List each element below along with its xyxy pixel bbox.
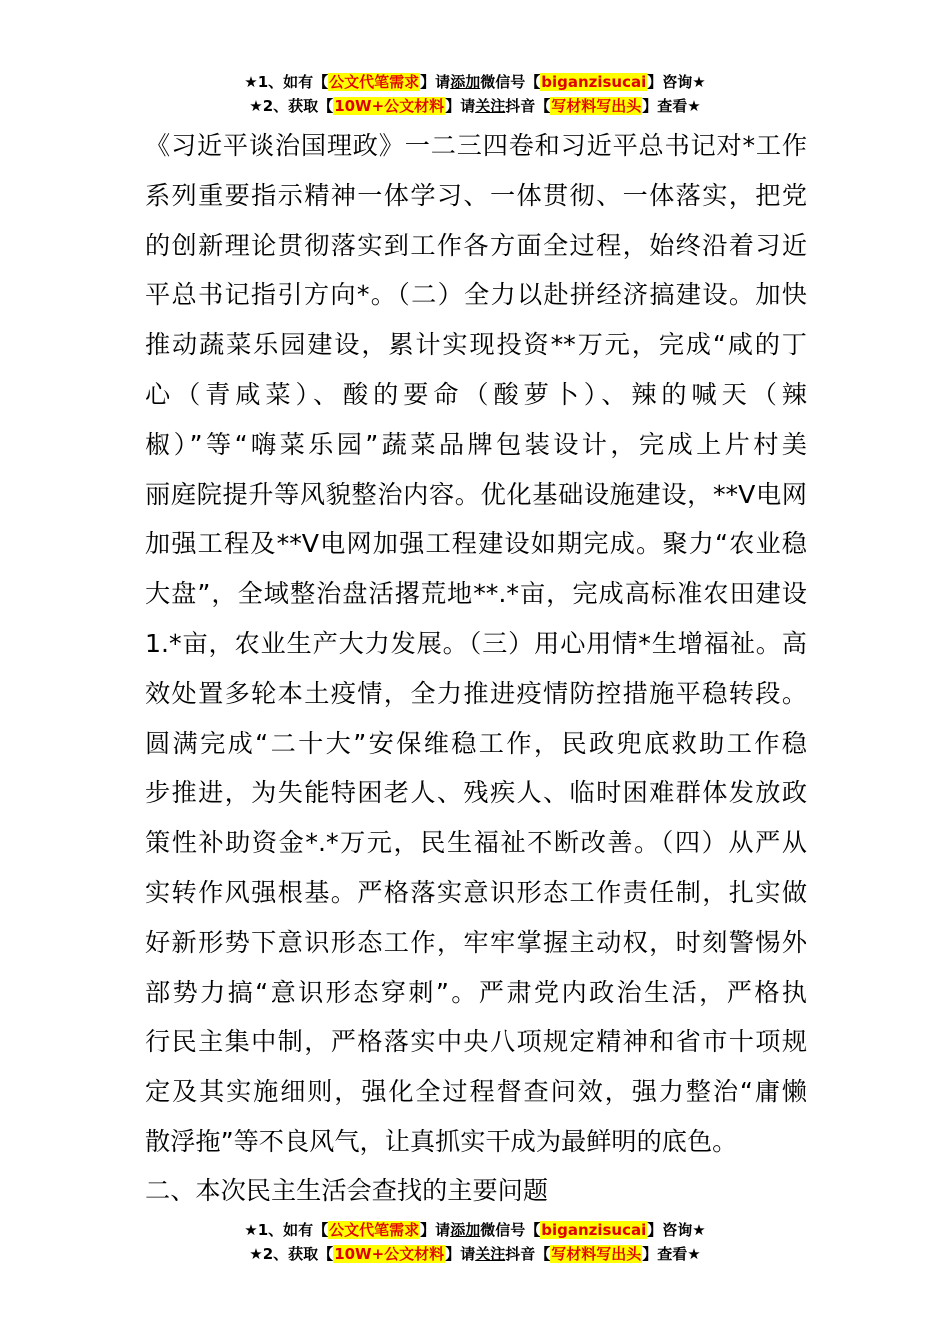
ad-text: 】请	[445, 1245, 476, 1263]
body-line: 丽庭院提升等风貌整治内容。优化基础设施建设，**V电网	[145, 479, 807, 509]
ad-text: 】查看★	[642, 1245, 701, 1263]
body-line: 平总书记指引方向*。（二）全力以赴拼经济搞建设。加快	[145, 280, 807, 310]
body-line: 散浮拖”等不良风气，让真抓实干成为最鲜明的底色。	[145, 1126, 738, 1156]
body-line: 《习近平谈治国理政》一二三四卷和习近平总书记对*工作	[145, 131, 807, 160]
body-line: 推动蔬菜乐园建设，累计实现投资**万元，完成“咸的丁	[145, 330, 807, 360]
body-line: 圆满完成“二十大”安保维稳工作，民政兜底救助工作稳	[145, 728, 807, 758]
ad-text: 】查看★	[642, 97, 701, 115]
footer-ad-block	[0, 1218, 950, 1266]
body-line: 策性补助资金*.*万元，民生福祉不断改善。（四）从严从	[145, 828, 807, 858]
ad-text: ★2、获取【	[249, 97, 334, 115]
ad-text: ★1、如有【	[244, 1221, 329, 1239]
section-heading: 二、本次民主生活会查找的主要问题	[145, 1176, 548, 1205]
ad-highlight: 10W+公文材料	[334, 97, 445, 115]
header-ad-block	[0, 70, 950, 118]
ad-emphasis: 关注	[475, 1245, 506, 1263]
ad-text: 抖音【	[505, 1245, 551, 1263]
body-line: 实转作风强根基。严格落实意识形态工作责任制，扎实做	[145, 877, 807, 907]
body-line: 定及其实施细则，强化全过程督查问效，强力整治“庸懒	[145, 1077, 807, 1107]
ad-text: 】咨询★	[647, 73, 706, 91]
ad-highlight: 10W+公文材料	[334, 1245, 445, 1263]
body-line: 的创新理论贯彻落实到工作各方面全过程，始终沿着习近	[145, 230, 807, 260]
body-line: 椒）”等“嗨菜乐园”蔬菜品牌包装设计，完成上片村美	[145, 429, 807, 459]
ad-highlight: 公文代笔需求	[329, 73, 420, 91]
ad-text: 微信号【	[480, 73, 541, 91]
ad-highlight: 公文代笔需求	[329, 1221, 420, 1239]
ad-text: 微信号【	[480, 1221, 541, 1239]
ad-text: 】咨询★	[647, 1221, 706, 1239]
ad-text: ★1、如有【	[244, 73, 329, 91]
footer-ad-line-1	[0, 1218, 950, 1242]
ad-text: 】请	[420, 73, 451, 91]
ad-text: ★2、获取【	[249, 1245, 334, 1263]
ad-highlight-douyin-id: 写材料写出头	[551, 97, 642, 115]
ad-emphasis: 添加	[450, 1221, 481, 1239]
document-body	[145, 121, 807, 1167]
body-line: 1.*亩，农业生产大力发展。（三）用心用情*生增福祉。高	[145, 628, 807, 658]
body-line: 系列重要指示精神一体学习、一体贯彻、一体落实，把党	[145, 180, 807, 210]
body-line: 部势力搞“意识形态穿刺”。严肃党内政治生活，严格执	[145, 977, 807, 1007]
footer-ad-line-2	[0, 1242, 950, 1266]
body-line: 好新形势下意识形态工作，牢牢掌握主动权，时刻警惕外	[145, 927, 807, 957]
ad-highlight-douyin-id: 写材料写出头	[551, 1245, 642, 1263]
ad-emphasis: 关注	[475, 97, 506, 115]
header-ad-line-1	[0, 70, 950, 94]
body-line: 心（青咸菜）、酸的要命（酸萝卜）、辣的喊天（辣	[145, 379, 807, 409]
ad-highlight-wechat-id: biganzisucai	[541, 73, 647, 91]
ad-emphasis: 添加	[450, 73, 481, 91]
body-line: 行民主集中制，严格落实中央八项规定精神和省市十项规	[145, 1027, 807, 1057]
body-line: 步推进，为失能特困老人、残疾人、临时困难群体发放政	[145, 778, 807, 808]
body-line: 效处置多轮本土疫情，全力推进疫情防控措施平稳转段。	[145, 678, 807, 708]
body-line: 加强工程及**V电网加强工程建设如期完成。聚力“农业稳	[145, 529, 807, 559]
ad-text: 】请	[420, 1221, 451, 1239]
header-ad-line-2	[0, 94, 950, 118]
ad-highlight-wechat-id: biganzisucai	[541, 1221, 647, 1239]
ad-text: 】请	[445, 97, 476, 115]
body-line: 大盘”，全域整治盘活撂荒地**.*亩，完成高标准农田建设	[145, 579, 807, 609]
ad-text: 抖音【	[505, 97, 551, 115]
